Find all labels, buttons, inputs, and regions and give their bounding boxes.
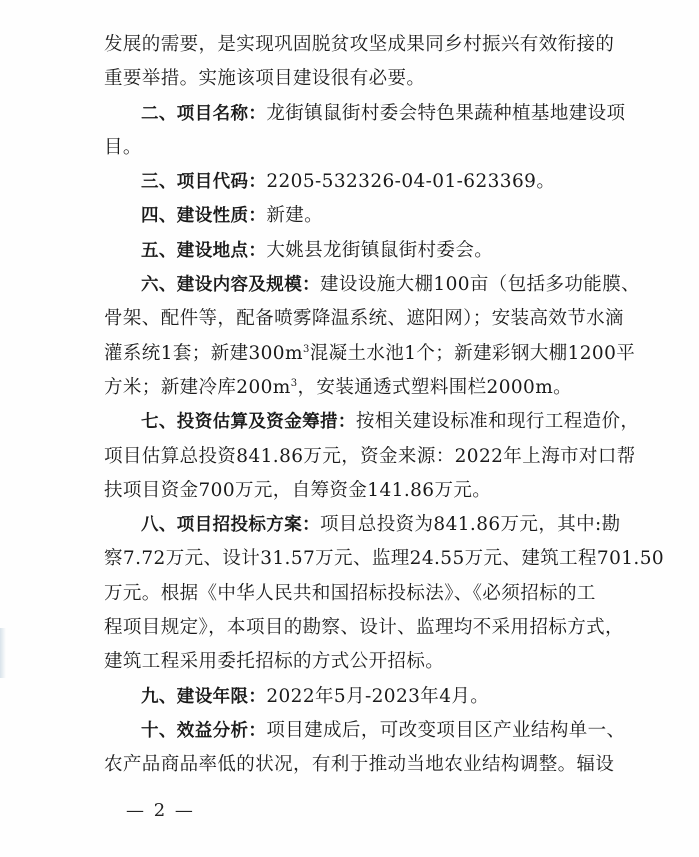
section-construction-site xyxy=(104,234,644,268)
paragraph-line xyxy=(104,645,644,679)
body-text: 项目总投资为841.86万元，其中:勘 xyxy=(320,514,621,536)
body-text: 万元。根据《中华人民共和国招标投标法》、《必须招标的工 xyxy=(104,582,596,604)
body-text: 建设设施大棚100亩（包括多功能膜、 xyxy=(320,274,641,296)
body-text: 重要举措。实施该项目建设很有必要。 xyxy=(104,68,426,90)
superscript: 3 xyxy=(302,343,310,355)
superscript: 3 xyxy=(290,377,298,389)
section-label: 九、建设年限： xyxy=(141,686,267,707)
body-text: 混凝土水池1个；新建彩钢大棚1200平 xyxy=(309,342,636,364)
body-text: 灌系统1套；新建300m xyxy=(104,342,303,364)
body-text: 目。 xyxy=(104,136,142,158)
section-investment xyxy=(104,405,644,439)
body-text: 骨架、配件等，配备喷雾降温系统、遮阳网）；安装高效节水滴 xyxy=(104,308,624,330)
paragraph-line xyxy=(104,131,644,165)
body-text: 2022年5月-2023年4月。 xyxy=(266,685,490,707)
body-text: 程项目规定》，本项目的勘察、设计、监理均不采用招标方式， xyxy=(104,617,624,639)
body-text: 龙街镇鼠街村委会特色果蔬种植基地建设项 xyxy=(266,102,626,124)
section-label: 五、建设地点： xyxy=(141,240,267,261)
paragraph-line xyxy=(104,62,644,96)
paragraph-line xyxy=(104,577,644,611)
section-label: 四、建设性质： xyxy=(141,206,267,227)
document-body xyxy=(104,28,665,783)
page-number: — 2 — xyxy=(126,800,195,821)
body-text: 农产品商品率低的状况，有利于推动当地农业结构调整。辐设 xyxy=(104,754,615,776)
paragraph-line xyxy=(104,542,665,576)
body-text: 2205-532326-04-01-623369。 xyxy=(266,171,556,193)
section-construction-scope xyxy=(104,268,644,302)
paragraph-line xyxy=(104,611,644,645)
section-label: 十、效益分析： xyxy=(141,720,267,741)
section-project-code xyxy=(104,165,644,199)
body-text: 大姚县龙街镇鼠街村委会。 xyxy=(266,239,494,261)
section-label: 八、项目招投标方案： xyxy=(141,515,320,536)
paragraph-line xyxy=(104,371,644,405)
paragraph-line xyxy=(104,302,644,336)
section-label: 七、投资估算及资金筹措： xyxy=(141,412,356,433)
body-text: 建筑工程采用委托招标的方式公开招标。 xyxy=(104,651,445,673)
body-text: ，安装通透式塑料围栏2000m。 xyxy=(297,376,573,398)
paragraph-line xyxy=(104,748,644,782)
body-text: 新建。 xyxy=(266,205,324,227)
body-text: 按相关建设标准和现行工程造价， xyxy=(355,411,640,433)
body-text: 方米；新建冷库200m xyxy=(104,376,291,398)
paragraph-line xyxy=(104,28,644,62)
scan-artifact xyxy=(0,628,6,678)
paragraph-line xyxy=(104,337,644,371)
body-text: 察7.72万元、设计31.57万元、监理24.55万元、建筑工程701.50 xyxy=(104,548,665,570)
section-bidding xyxy=(104,508,644,542)
body-text: 发展的需要，是实现巩固脱贫攻坚成果同乡村振兴有效衔接的 xyxy=(104,34,615,55)
section-benefit-analysis xyxy=(104,714,644,748)
body-text: 项目建成后，可改变项目区产业结构单一、 xyxy=(266,719,626,741)
section-label: 二、项目名称： xyxy=(141,103,267,124)
section-label: 三、项目代码： xyxy=(141,172,267,193)
body-text: 项目估算总投资841.86万元，资金来源：2022年上海市对口帮 xyxy=(104,445,636,467)
paragraph-line xyxy=(104,440,644,474)
section-project-name xyxy=(104,97,644,131)
section-construction-period xyxy=(104,680,644,714)
section-label: 六、建设内容及规模： xyxy=(141,275,320,296)
body-text: 扶项目资金700万元，自筹资金141.86万元。 xyxy=(104,479,492,501)
section-construction-nature xyxy=(104,199,644,233)
paragraph-line xyxy=(104,474,644,508)
